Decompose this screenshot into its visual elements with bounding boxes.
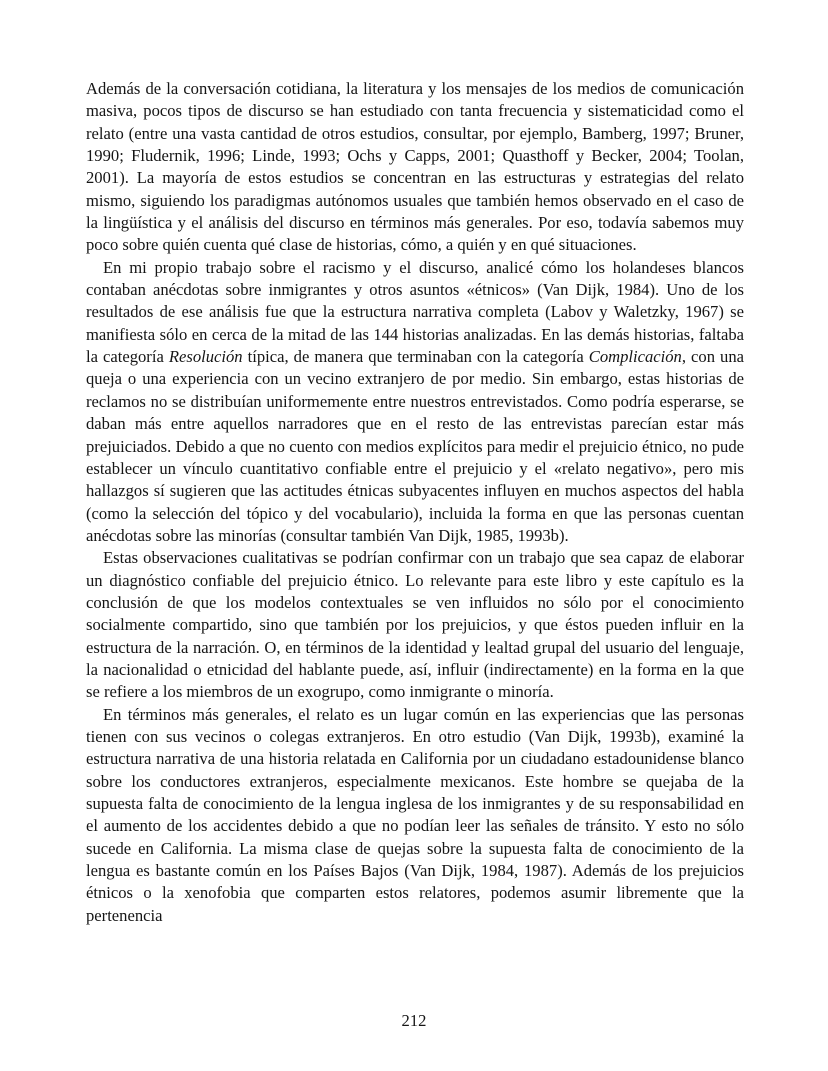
paragraph: En términos más generales, el relato es un lugar común en las experiencias que las personas tienen con sus vecinos o colegas extranjeros. En otro estudio (Van Dijk, 1993b), examiné la estructura narrativa de una historia relatada en California por un ciudadano estadounidense blanco sobre los conductores extranjeros, especialmente mexicanos. Este hombre se quejaba de la supuesta falta de conocimiento de la lengua inglesa de los inmigrantes y de su responsabilidad en el aumento de los accidentes debido a que no podían leer las señales de tránsito. Y esto no sólo sucede en California. La misma clase de quejas sobre la supuesta falta de conocimiento de la lengua es bastante común en los Países Bajos (Van Dijk, 1984, 1987). Además de los prejuicios étnicos o la xenofobia que comparten estos relatores, podemos asumir libremente que la pertenencia xyxy=(86,704,744,925)
italic-term: Complicación xyxy=(588,347,682,367)
body-text-column xyxy=(86,78,744,927)
paragraph xyxy=(86,257,744,547)
paragraph: Además de la conversación cotidiana, la literatura y los mensajes de los medios de comunicación masiva, pocos tipos de discurso se han estudiado con tanta frecuencia y sistematicidad como el relato (entre una vasta cantidad de otros estudios, consultar, por ejemplo, Bamberg, 1997; Bruner, 1990; Fludernik, 1996; Linde, 1993; Ochs y Capps, 2001; Quasthoff y Becker, 2004; Toolan, 2001). La mayoría de estos estudios se concentran en las estructuras y estrategias del relato mismo, siguiendo los paradigmas autónomos usuales que también hemos observado en el caso de la lingüística y el análisis del discurso en términos más generales. Por eso, todavía sabemos muy poco sobre quién cuenta qué clase de historias, cómo, a quién y en qué situaciones. xyxy=(86,79,744,255)
text-run: , con una queja o una experiencia con un vecino extranjero de por medio. Sin embargo, estas historias de reclamos no se distribuían uniformemente entre nuestros entrevistados. Como podría esperarse, se daban más entre aquellos narradores que en el resto de las entrevistas parecían estar más prejuiciados. Debido a que no cuento con medios explícitos para medir el prejuicio étnico, no pude establecer un vínculo cuantitativo confiable entre el prejuicio y el «relato negativo», pero mis hallazgos sí sugieren que las actitudes étnicas subyacentes influyen en muchos aspectos del habla (como la selección del tópico y del vocabulario), incluida la forma en que las personas cuentan anécdotas sobre las minorías (consultar también Van Dijk, 1985, 1993b). xyxy=(86,347,744,545)
text-run: típica, de manera que terminaban con la categoría xyxy=(242,347,589,367)
paragraph: Estas observaciones cualitativas se podrían confirmar con un trabajo que sea capaz de elaborar un diagnóstico confiable del prejuicio étnico. Lo relevante para este libro y este capítulo es la conclusión de que los modelos contextuales se ven influidos no sólo por el conocimiento socialmente compartido, sino que también por los prejuicios, y que éstos pueden influir en la estructura de la narración. O, en términos de la identidad y lealtad grupal del usuario del lenguaje, la nacionalidad o etnicidad del hablante puede, así, influir (indirectamente) en la forma en la que se refiere a los miembros de un exogrupo, como inmigrante o minoría. xyxy=(86,548,744,702)
text-run: En mi propio trabajo sobre el racismo y el discurso, analicé cómo los holandeses blancos contaban anécdotas sobre inmigrantes y otros asuntos «étnicos» (Van Dijk, 1984). Uno de los resultados de ese análisis fue que la estructura narrativa completa (Labov y Waletzky, 1967) se manifiesta sólo en cerca de la mitad de las 144 historias analizadas. En las demás historias, faltaba la categoría xyxy=(86,257,744,367)
italic-term: Resolución xyxy=(168,347,243,367)
page-number: 212 xyxy=(401,1011,427,1030)
